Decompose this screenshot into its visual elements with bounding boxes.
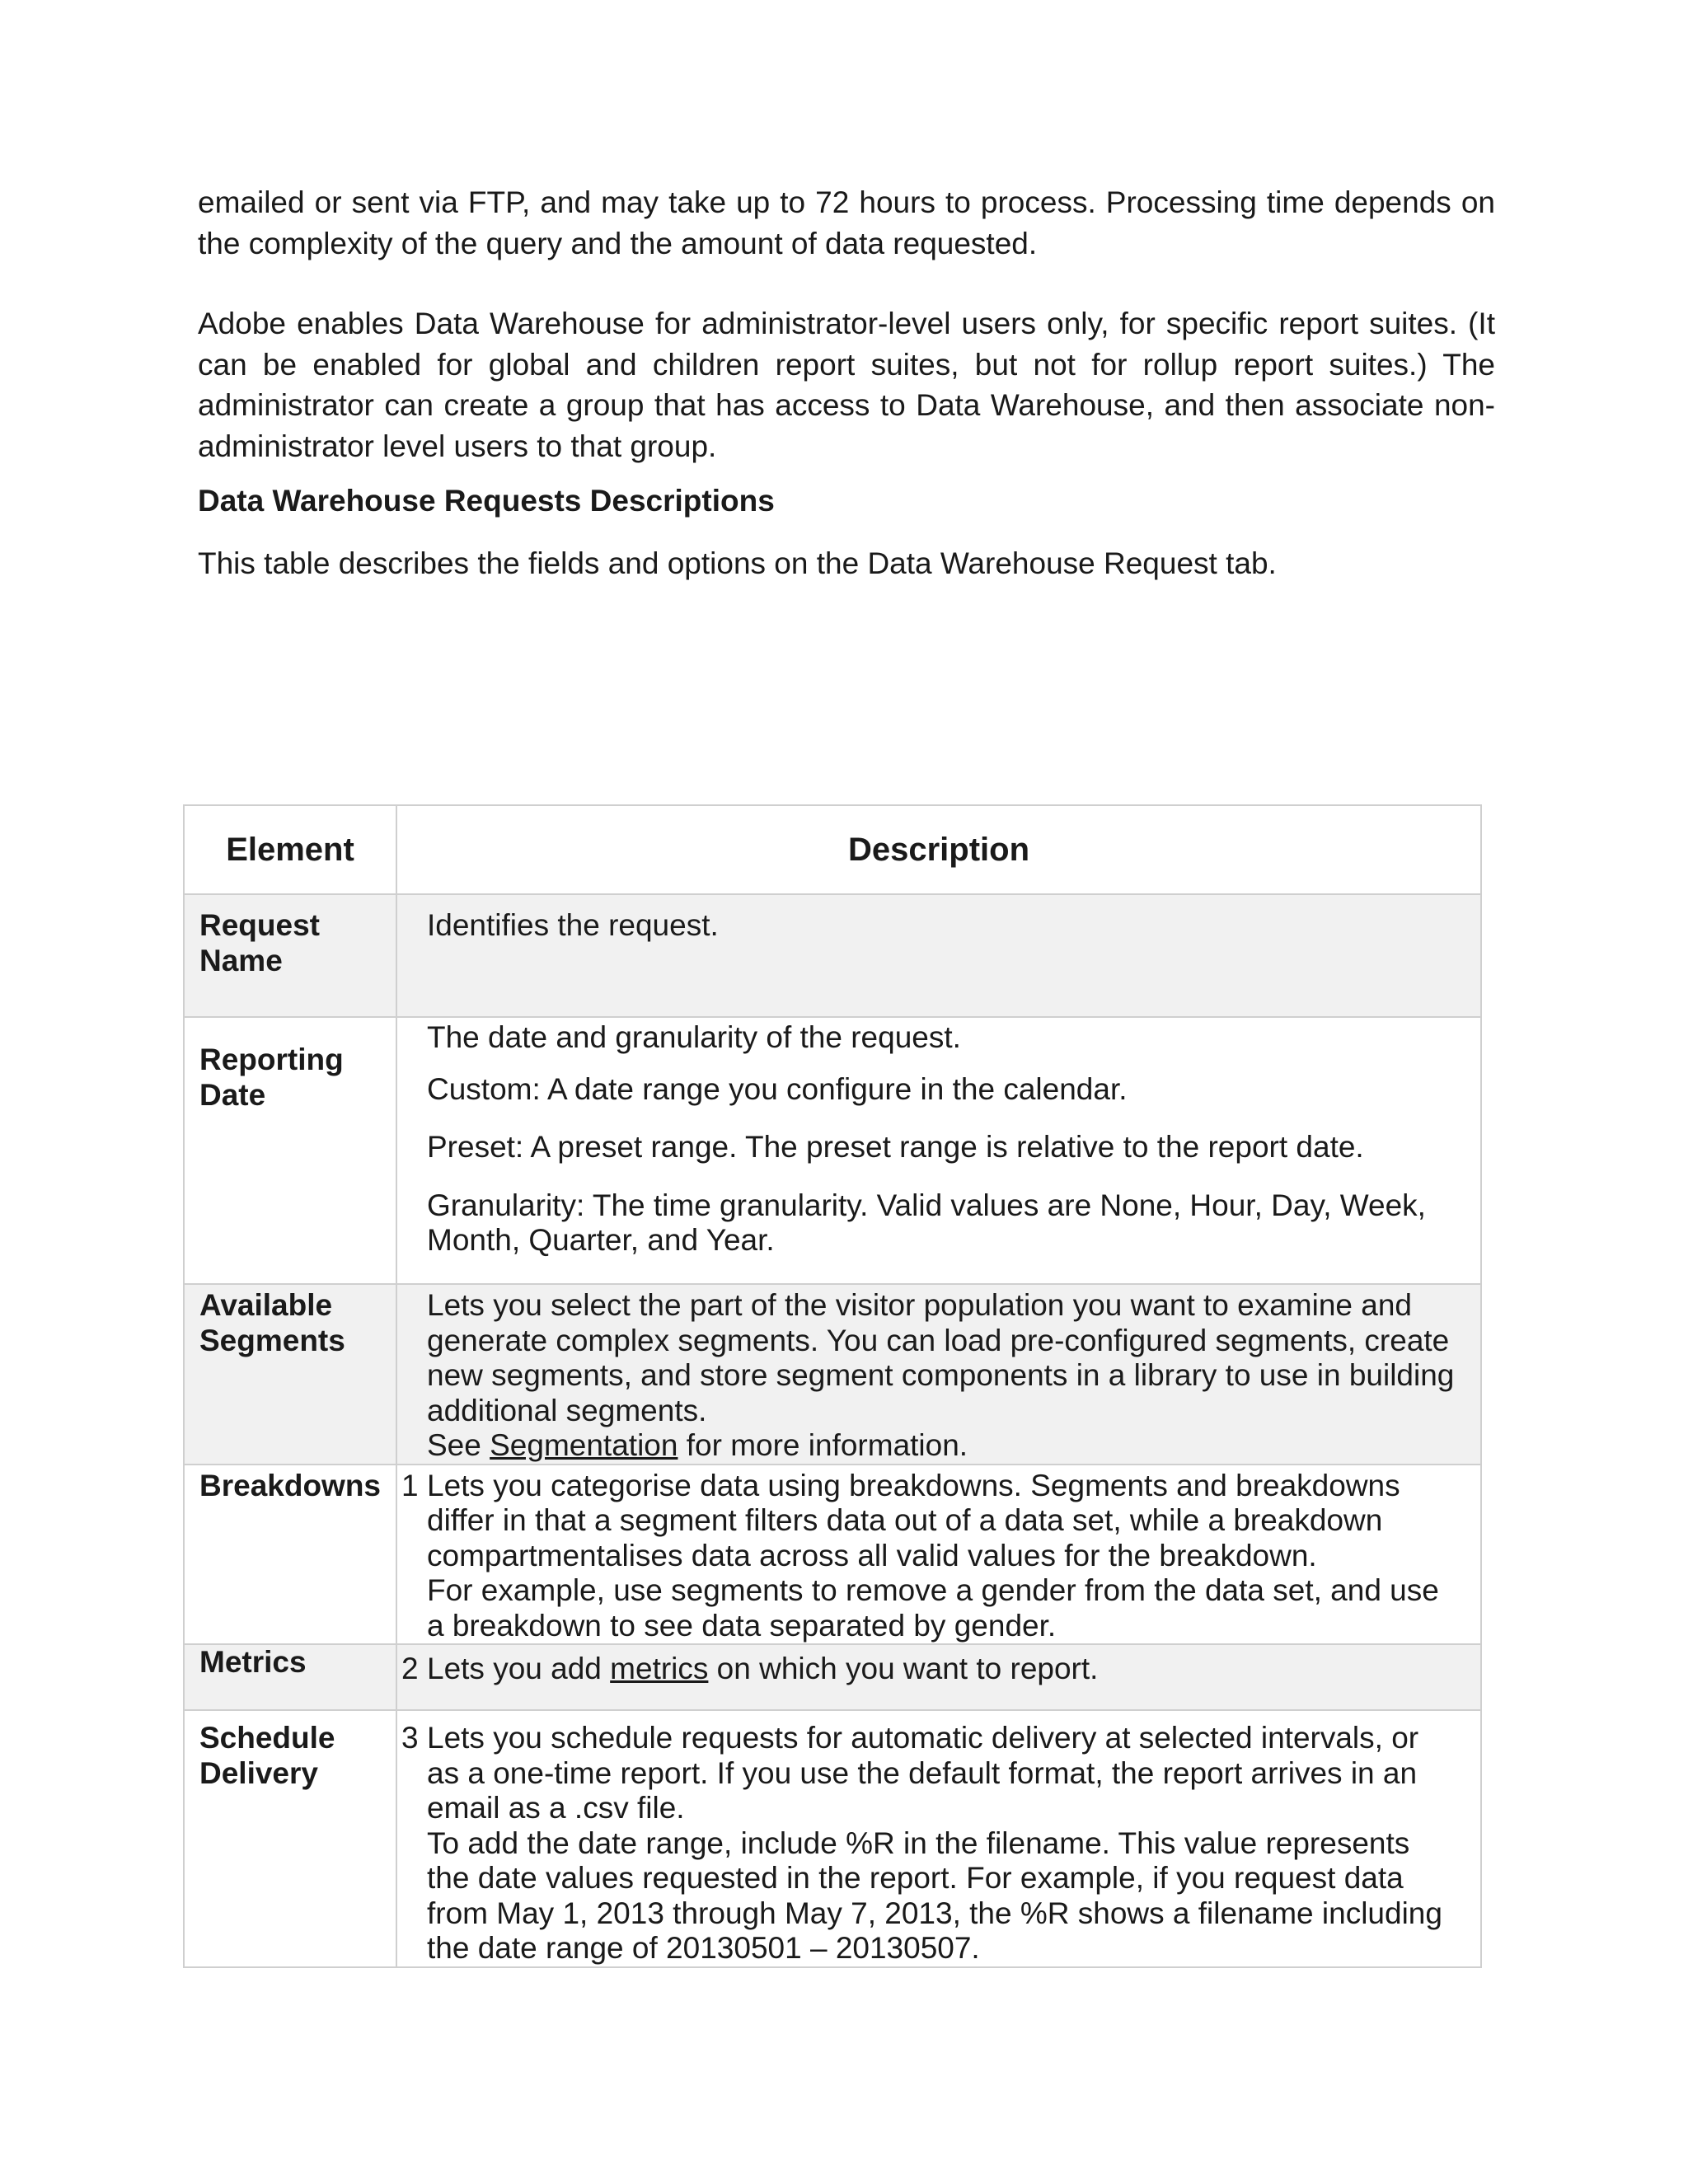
description-text: Lets you schedule requests for automatic delivery at selected intervals, or as a one-time report. If you use the default format, the report arrives in an email as a .csv file. — [427, 1721, 1419, 1825]
intro-paragraph-1: emailed or sent via FTP, and may take up to 72 hours to process. Processing time depends on the complexity of the query and the amount of data requested. — [198, 185, 1495, 260]
element-cell — [184, 1644, 396, 1710]
element-cell — [184, 1284, 396, 1465]
table-row — [184, 1017, 1481, 1284]
metrics-suffix: on which you want to report. — [708, 1652, 1099, 1685]
table-header-row — [184, 805, 1481, 894]
see-prefix: See — [427, 1428, 490, 1462]
element-cell — [184, 1710, 396, 1967]
intro-paragraph-2: Adobe enables Data Warehouse for administrator-level users only, for specific report suites. (It can be enabled for global and children report suites, but not for rollup report suites.) The administrator can create a group that has access to Data Warehouse, and then associate non-administrator level users to that group. — [198, 307, 1495, 463]
description-cell — [396, 1644, 1481, 1710]
element-cell — [184, 894, 396, 1017]
metrics-prefix: Lets you add — [427, 1652, 611, 1685]
description-text: Custom: A date range you configure in the calendar. — [427, 1071, 1128, 1106]
row-number: 1 — [401, 1468, 419, 1502]
header-element: Element — [184, 805, 396, 894]
description-cell — [396, 1017, 1481, 1284]
element-label: Metrics — [199, 1645, 307, 1679]
description-text: The date and granularity of the request. — [427, 1020, 961, 1054]
description-text: Identifies the request. — [427, 908, 719, 942]
see-suffix: for more information. — [678, 1428, 968, 1462]
description-text: For example, use segments to remove a gender from the data set, and use a breakdown to see data separated by gender. — [427, 1573, 1439, 1643]
table-row — [184, 1465, 1481, 1645]
table-row — [184, 1710, 1481, 1967]
table-row — [184, 894, 1481, 1017]
table-intro: This table describes the fields and options on the Data Warehouse Request tab. — [198, 546, 1277, 580]
description-text: Granularity: The time granularity. Valid values are None, Hour, Day, Week, Month, Quarter, and Year. — [427, 1188, 1426, 1257]
element-label: Request Name — [199, 908, 320, 977]
description-text: Lets you categorise data using breakdowns. Segments and breakdowns differ in that a segment filters data out of a data set, while a breakdown compartmentalises data across all valid values for the breakdown. — [427, 1468, 1400, 1572]
element-cell — [184, 1017, 396, 1284]
element-label: Reporting Date — [199, 1043, 344, 1112]
element-cell — [184, 1465, 396, 1645]
table-row — [184, 1644, 1481, 1710]
element-label: Breakdowns — [199, 1468, 382, 1502]
description-cell — [396, 1710, 1481, 1967]
segmentation-link[interactable]: Segmentation — [490, 1428, 678, 1462]
section-heading: Data Warehouse Requests Descriptions — [198, 484, 775, 518]
row-number: 2 — [401, 1652, 419, 1685]
description-text: Preset: A preset range. The preset range is relative to the report date. — [427, 1130, 1364, 1164]
description-text: To add the date range, include %R in the filename. This value represents the date values requested in the report. For example, if you request data from May 1, 2013 through May 7, 2013, the %R shows a filename including the date range of 20130501 – 20130507. — [427, 1825, 1442, 1965]
header-description: Description — [396, 805, 1481, 894]
row-number: 3 — [401, 1721, 419, 1755]
data-warehouse-table — [183, 804, 1482, 1968]
description-cell — [396, 1465, 1481, 1645]
element-label: Schedule Delivery — [199, 1721, 335, 1790]
table-row — [184, 1284, 1481, 1465]
description-cell — [396, 1284, 1481, 1465]
description-text — [427, 1652, 1456, 1687]
description-text: Lets you select the part of the visitor population you want to examine and generate complex segments. You can load pre-configured segments, create new segments, and store segment components in a library to use in building additional segments. — [427, 1288, 1455, 1427]
metrics-link[interactable]: metrics — [610, 1652, 709, 1685]
see-also-line — [427, 1428, 1456, 1464]
element-label: Available Segments — [199, 1288, 345, 1357]
description-cell — [396, 894, 1481, 1017]
